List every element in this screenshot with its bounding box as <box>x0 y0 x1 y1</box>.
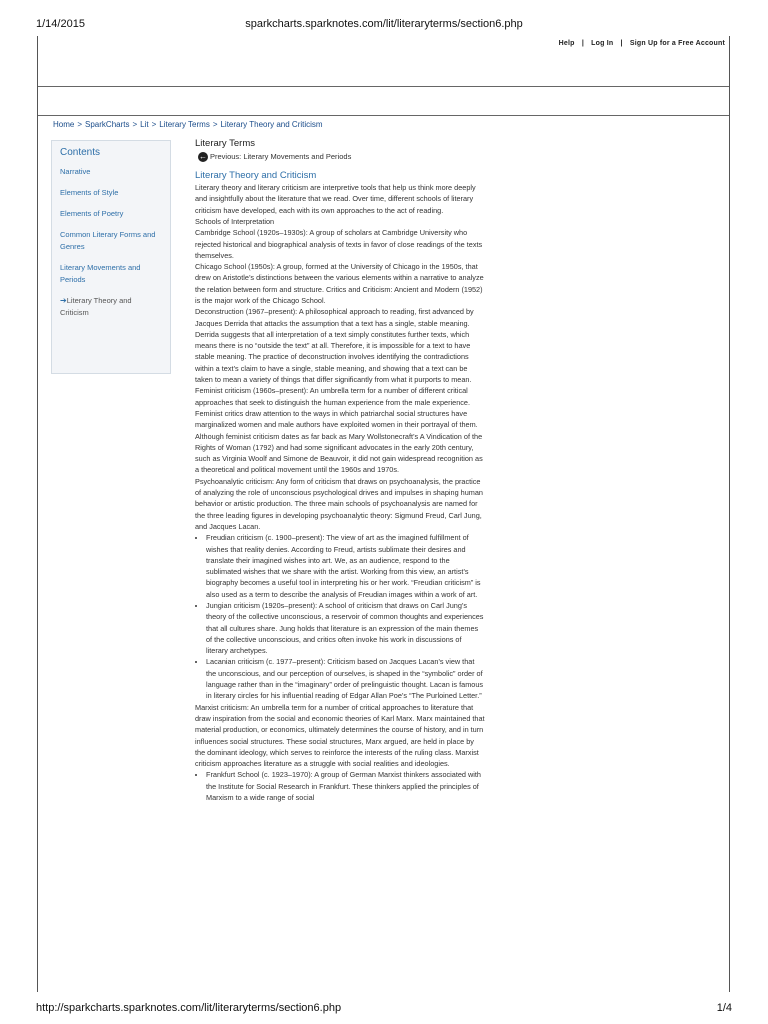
page-title: Literary Terms <box>195 138 256 149</box>
top-nav <box>559 40 725 47</box>
print-footer <box>36 1002 732 1018</box>
marxist-list <box>195 769 485 803</box>
help-link[interactable]: Help <box>558 40 575 47</box>
breadcrumb-separator: > <box>77 120 83 129</box>
breadcrumb <box>53 120 323 129</box>
breadcrumb-sparkcharts[interactable]: SparkCharts <box>85 120 130 129</box>
paragraph: Literary theory and literary criticism are interpretive tools that help us think more deeply and insightfully about the literature that we read. Over time, different schools of literary criticism have developed, each with its own approaches to the act of reading. <box>195 183 476 215</box>
sidebar-item-elements-of-style[interactable]: Elements of Style <box>60 188 119 197</box>
breadcrumb-lit[interactable]: Lit <box>140 120 149 129</box>
sidebar-list <box>60 166 170 319</box>
paragraph: Deconstruction (1967–present): A philosophical approach to reading, first advanced by Jacques Derrida that attacks the assumption that a text has a single, stable meaning. Derrida suggests that all interpretation of a text simply constitutes further texts, which means there is no “outside the text” at all. Therefore, it is impossible for a text to have stable meaning. The practice of deconstruction involves identifying the contradictions within a text’s claim to have a single, stable meaning, and showing that a text can be taken to mean a variety of things that differ significantly from what it purports to mean. <box>195 307 474 385</box>
sidebar-title: Contents <box>60 147 101 158</box>
breadcrumb-literary-terms[interactable]: Literary Terms <box>159 120 210 129</box>
header-band <box>38 86 729 116</box>
login-link[interactable]: Log In <box>591 40 614 47</box>
paragraph: Marxist criticism: An umbrella term for a number of critical approaches to literature that draw inspiration from the social and economic theories of Karl Marx. Marx maintained that material production, or economics, ultimately determines the course of history, and in turn influences social structures. These social structures, Marx argued, are held in place by the dominant ideology, which serves to reinforce the interests of the ruling class. Marxist criticism approaches literature as a struggle with social realities and ideologies. <box>195 702 485 769</box>
print-date: 1/14/2015 <box>36 18 85 30</box>
breadcrumb-separator: > <box>132 120 138 129</box>
arrow-left-circle-icon: ← <box>199 152 207 162</box>
breadcrumb-separator: > <box>151 120 157 129</box>
paragraph: Chicago School (1950s): A group, formed at the University of Chicago in the 1950s, that drew on Aristotle’s distinctions between the various elements within a narrative to analyze the relation between form and structure. Critics and Criticism: Ancient and Modern (1952) is the major work of the Chicago School. <box>195 262 484 305</box>
footer-url: http://sparkcharts.sparknotes.com/lit/literaryterms/section6.php <box>36 1002 342 1014</box>
psychoanalytic-list <box>195 532 485 701</box>
arrow-right-icon: ➔ <box>60 296 67 305</box>
list-item: • Lacanian criticism (c. 1977–present): Criticism based on Jacques Lacan’s view that the unconscious, and our perception of ourselves, is shaped in the “symbolic” order of language rather than in the “imaginary” order of prelinguistic thought. Lacan is famous in literary circles for his influential reading of Edgar Allan Poe’s “The Purloined Letter.” <box>206 656 485 701</box>
contents-sidebar <box>51 140 171 374</box>
sidebar-item-movements-and-periods[interactable]: Literary Movements and Periods <box>60 263 141 284</box>
previous-link[interactable] <box>198 152 485 162</box>
list-item: • Frankfurt School (c. 1923–1970): A group of German Marxist thinkers associated with the Institute for Social Research in Frankfurt. These thinkers applied the principles of Marxism to a wide range of social <box>206 769 485 803</box>
main-content <box>195 138 485 803</box>
sidebar-item-theory-and-criticism <box>60 295 162 319</box>
section-heading: Literary Theory and Criticism <box>195 170 317 182</box>
sidebar-item-forms-and-genres[interactable]: Common Literary Forms and Genres <box>60 230 156 251</box>
print-url: sparkcharts.sparknotes.com/lit/literaryterms/section6.php <box>245 18 523 30</box>
sidebar-item-label: Literary Theory and Criticism <box>60 296 132 317</box>
previous-link-label: Previous: Literary Movements and Periods <box>210 152 352 161</box>
paragraph: Feminist criticism (1960s–present): An umbrella term for a number of different critical approaches that seek to distinguish the human experience from the male experience. Feminist critics draw attention to the ways in which patriarchal social structures have marginalized women and male authors have exploited women in their portrayal of them. Although feminist criticism dates as far back as Mary Wollstonecraft’s A Vindication of the Rights of Woman (1792) and had some significant advocates in the early 20th century, such as Virginia Woolf and Simone de Beauvoir, it did not gain widespread recognition as a theoretical and political movement until the 1960s and 1970s. <box>195 386 483 475</box>
paragraph: Cambridge School (1920s–1930s): A group of scholars at Cambridge University who rejected historical and biographical analysis of texts in favor of close readings of the texts themselves. <box>195 228 483 260</box>
page-frame <box>37 36 730 992</box>
breadcrumb-current: Literary Theory and Criticism <box>220 120 323 129</box>
nav-separator: | <box>581 40 584 47</box>
nav-separator: | <box>620 40 623 47</box>
signup-link[interactable]: Sign Up for a Free Account <box>629 40 725 47</box>
list-item: • Freudian criticism (c. 1900–present): The view of art as the imagined fulfillment of wishes that reality denies. According to Freud, artists sublimate their desires and translate their imagined wishes into art. We, as an audience, respond to the sublimated wishes that we share with the artist. Working from this view, an artist’s biography becomes a useful tool in interpreting his or her work. “Freudian criticism” is also used as a term to describe the analysis of Freudian images within a work of art. <box>206 532 485 600</box>
paragraph: Schools of Interpretation <box>195 216 275 226</box>
paragraph: Psychoanalytic criticism: Any form of criticism that draws on psychoanalysis, the practice of analyzing the role of unconscious psychological drives and impulses in shaping human behavior or artistic production. The three main schools of psychoanalysis are named for the three leading figures in developing psychoanalytic theory: Sigmund Freud, Carl Jung, and Jacques Lacan. <box>195 476 483 531</box>
print-header <box>36 18 732 34</box>
sidebar-item-narrative[interactable]: Narrative <box>60 167 91 176</box>
list-item: • Jungian criticism (1920s–present): A school of criticism that draws on Carl Jung’s theory of the collective unconscious, a reservoir of common thoughts and experiences that all cultures share. Jung holds that literature is an expression of the main themes of the collective unconscious, and critics often invoke his work in discussions of literary archetypes. <box>206 600 485 656</box>
breadcrumb-home[interactable]: Home <box>53 120 75 129</box>
breadcrumb-separator: > <box>212 120 218 129</box>
page-number: 1/4 <box>716 1002 732 1014</box>
sidebar-item-elements-of-poetry[interactable]: Elements of Poetry <box>60 209 124 218</box>
